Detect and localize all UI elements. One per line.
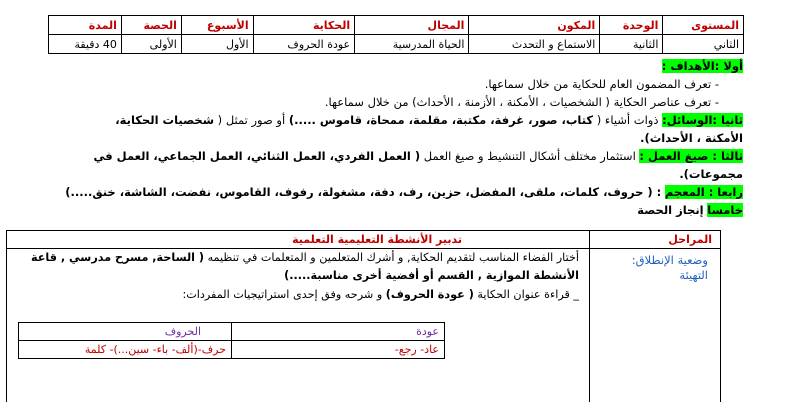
- means-text-c: أو صور تمثل (: [217, 113, 286, 127]
- lexicon-title: رابعا : المعجم: [664, 185, 743, 199]
- objective-item-1: - تعرف المضمون العام للحكاية من خلال سماعها.: [484, 77, 719, 91]
- activity-para-2-text: _ قراءة عنوان الحكاية: [477, 288, 579, 301]
- vocabulary-cell-letters: حرف-(ألف- باء- سين...)- كلمة: [19, 341, 232, 359]
- header-label-component: المكون: [469, 16, 600, 35]
- vocabulary-head-letters: الحروف: [19, 323, 232, 341]
- header-label-level: المستوى: [663, 16, 744, 35]
- execution-title: خامسا: [707, 203, 743, 217]
- header-values-row: [49, 35, 744, 54]
- vocabulary-table: [18, 322, 445, 359]
- activity-para-1-places: ( الساحة, مسرح مدرسي , قاعة: [31, 251, 204, 264]
- header-value-week: الأول: [181, 35, 253, 54]
- work-forms-line-2: مجموعات).: [679, 167, 743, 181]
- header-value-session: الأولى: [121, 35, 181, 54]
- header-label-week: الأسبوع: [181, 16, 253, 35]
- header-label-session: الحصة: [121, 16, 181, 35]
- work-forms-line-1: [94, 147, 743, 165]
- header-value-duration: 40 دقيقة: [49, 35, 122, 54]
- header-label-story: الحكاية: [253, 16, 355, 35]
- means-line-2: الأمكنة ، الأحداث).: [640, 131, 743, 145]
- means-text-a: ذوات أشياء (: [596, 113, 659, 127]
- means-title: ثانيا :الوسائل:: [662, 113, 743, 127]
- work-forms-list: ( العمل الفردي، العمل الثنائي، العمل الجماعي، العمل في: [93, 149, 421, 163]
- stages-column-header: المراحل: [668, 233, 712, 246]
- lesson-header-table: [48, 15, 744, 54]
- header-value-level: الثاني: [663, 35, 744, 54]
- means-line-1: [115, 111, 743, 129]
- execution-text: إنجاز الحصة: [637, 203, 704, 217]
- header-value-story: عودة الحروف: [253, 35, 355, 54]
- objectives-title: أولا :الأهداف :: [661, 59, 743, 73]
- header-labels-row: [49, 16, 744, 35]
- header-value-unit: الثانية: [600, 35, 663, 54]
- work-forms-text-a: استثمار مختلف أشكال التنشيط و صيغ العمل: [423, 149, 636, 163]
- means-items: كتاب، صور، غرفة، مكتبة، مقلمة، ممحاة، قاموس .....): [288, 113, 594, 127]
- activity-para-2: [182, 286, 579, 304]
- work-forms-title: ثالثا : صيغ العمل :: [639, 149, 743, 163]
- means-characters: شخصيات الحكاية،: [115, 113, 215, 127]
- lexicon-words: : ( حروف، كلمات، ملقى، المفضل، حزين، رف، دفة، مشغولة، رفوف، القاموس، نفضت، الشاشة، خنق.....): [65, 185, 662, 199]
- activity-para-1-line-2: الأنشطة الموازية , القسم أو أفضية أخرى مناسبة.....): [284, 269, 579, 282]
- management-column-header: تدبير الأنشطة التعليمية التعلمية: [292, 233, 462, 246]
- header-label-duration: المدة: [49, 16, 122, 35]
- activity-para-2-title: ( عودة الحروف): [385, 288, 474, 301]
- header-label-domain: المجال: [355, 16, 469, 35]
- stage-starting-label: وضعية الإنطلاق:: [631, 253, 708, 267]
- activities-column-divider: [589, 231, 590, 402]
- objective-item-2: - تعرف عناصر الحكاية ( الشخصيات ، الأمكنة ، الأزمنة ، الأحداث) من خلال سماعها.: [324, 95, 719, 109]
- header-label-unit: الوحدة: [600, 16, 663, 35]
- vocabulary-header-row: [19, 323, 445, 341]
- objectives-heading: [662, 57, 743, 75]
- header-value-component: الاستماع و التحدث: [469, 35, 600, 54]
- stage-preparation-label: التهيئة: [679, 268, 708, 282]
- vocabulary-cell-return: عاد- رجع-: [232, 341, 445, 359]
- vocabulary-head-return: عودة: [232, 323, 445, 341]
- header-value-domain: الحياة المدرسية: [355, 35, 469, 54]
- lexicon-line: [65, 183, 743, 201]
- activity-para-2-strategy: و شرحه وفق إحدى استراتيجيات المفردات:: [182, 288, 383, 301]
- vocabulary-body-row: [19, 341, 445, 359]
- execution-line: [637, 201, 743, 219]
- activity-para-1-text: أختار الفضاء المناسب لتقديم الحكاية, و أشرك المتعلمين و المتعلمات في تنظيمه: [207, 251, 579, 264]
- activity-para-1-line-1: [31, 249, 579, 267]
